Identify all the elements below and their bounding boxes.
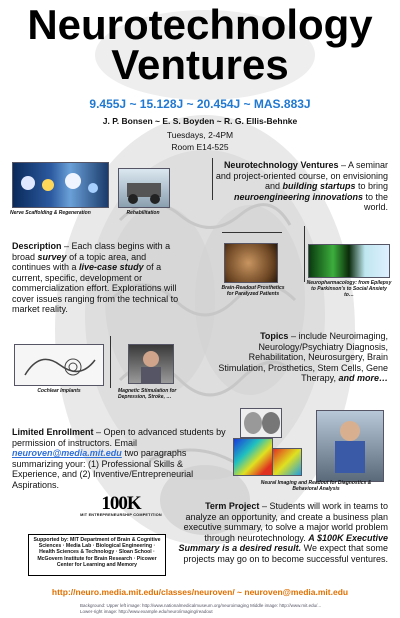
topics-paragraph (212, 331, 388, 384)
footer-link[interactable]: http://neuro.media.mit.edu/classes/neuroven/ ~ neuroven@media.mit.edu (51, 587, 349, 597)
imaging-researcher-image (316, 410, 384, 482)
description-text: of a topic area, and continues with a (12, 251, 147, 272)
enrollment-text: – Open to advanced students by permission of instructors. Email (12, 427, 226, 448)
competition-logo-big: 100K (101, 493, 141, 514)
enrollment-lead: Limited Enrollment (12, 427, 94, 437)
intro-emphasis: neuroengineering innovations (233, 191, 363, 202)
caption-brain-readout: Brain-Readout Prosthetics for Paralyzed Patients (221, 285, 285, 297)
divider (304, 226, 305, 282)
description-text: – Each class begins with a broad (12, 241, 171, 262)
competition-logo-small: MIT ENTREPRENEURSHIP COMPETITION (80, 513, 162, 517)
divider (222, 232, 282, 233)
image-source-link[interactable] (118, 336, 178, 344)
description-emphasis: live-case study (79, 262, 144, 272)
instructors: J. P. Bonsen ~ E. S. Boyden ~ R. G. Ellis-Behnke (102, 116, 298, 126)
neuropharmacology-image (308, 244, 390, 278)
intro-emphasis: building startups (282, 181, 356, 191)
rehabilitation-image (118, 168, 170, 208)
divider (110, 336, 111, 388)
caption-nerve: Nerve Scaffolding & Regeneration (10, 210, 91, 216)
topics-emphasis: and more… (338, 373, 388, 383)
intro-lead: Neurotechnology Ventures (223, 160, 339, 170)
description-lead: Description (12, 241, 62, 251)
image-credit-2: Lower-right image: http://www.example.edu/neuro/imaging/readout (80, 609, 213, 614)
enrollment-email-link[interactable]: neuroven@media.mit.edu (12, 448, 122, 458)
image-source-link[interactable] (14, 336, 74, 344)
description-text: of a current, specific, development or commercialization effort. Explorations will cover issues ranging from the technical to market reality. (12, 262, 179, 314)
cochlear-implant-image (14, 344, 104, 386)
activity-map-image (272, 448, 302, 476)
description-emphasis: survey (37, 251, 67, 262)
description-paragraph (12, 241, 187, 315)
intro-text: to the world. (362, 191, 388, 212)
brain-scan-image (240, 408, 282, 438)
term-project-lead: Term Project (205, 501, 260, 511)
room: Room E14-525 (171, 142, 229, 152)
caption-rehabilitation: Rehabilitation (126, 210, 160, 216)
magnetic-stimulation-image (128, 344, 174, 384)
title-line-2: Ventures (111, 41, 289, 88)
term-project-text: We expect that some projects may go on to become successful ventures. (183, 543, 388, 564)
caption-neuropharmacology: Neuropharmacology: from Epilepsy to Parkinson's to Social Anxiety to… (306, 280, 392, 298)
topics-text: – include Neuroimaging, Neurology/Psychiatry Diagnosis, Rehabilitation, Neurosurgery, Brain Stimulation, Prosthetics, Stem Cells, Gene Therapy, (218, 331, 388, 383)
nerve-scaffold-image (12, 162, 109, 208)
term-project-paragraph (172, 501, 388, 564)
term-project-emphasis: A $100K Executive Summary is a desired result. (178, 532, 388, 553)
meeting-time: Tuesdays, 2-4PM (166, 130, 234, 140)
brain-readout-image (224, 243, 278, 283)
image-source-link[interactable] (308, 234, 368, 242)
topics-lead: Topics (260, 331, 289, 341)
title-line-1: Neurotechnology (27, 1, 373, 48)
competition-logo (76, 495, 166, 517)
caption-neural-imaging: Neural Imaging and Readout for Diagnostics & Behavioral Analysis (260, 480, 372, 492)
enrollment-paragraph (12, 427, 230, 490)
intro-text: to bring (355, 181, 388, 191)
intro-paragraph (210, 160, 388, 213)
course-numbers: 9.455J ~ 15.128J ~ 20.454J ~ MAS.883J (89, 97, 311, 111)
image-source-link[interactable] (122, 156, 172, 164)
supported-by-box: Supported by: MIT Department of Brain & Cognitive Sciences · Media Lab · Biological Engineering · Health Sciences & Technology · Sloan School · McGovern Institute for Brain Research · Picower Center for Learning and Memory (28, 534, 166, 576)
intro-text: – A seminar and project-oriented course, on envisioning and (215, 160, 388, 191)
image-credit-1: Background: Upper left image: http://www.nationalmedicalmuseum.org/neuroimaging Middle image: http://www.mit.edu/... (80, 603, 322, 608)
enrollment-text: two paragraphs summarizing your: (1) Professional Skills & Experience, and (2) Inventive/Entrepreneurial Aspirations. (12, 448, 194, 490)
caption-cochlear: Cochlear Implants (37, 388, 81, 394)
caption-magnetic: Magnetic Stimulation for Depression, Stroke, … (118, 388, 177, 400)
heatmap-image (233, 438, 273, 476)
term-project-text: – Students will work in teams to analyze an opportunity, and create a business plan executive summary, to solve a major world problem through neurotechnology. (183, 501, 388, 543)
